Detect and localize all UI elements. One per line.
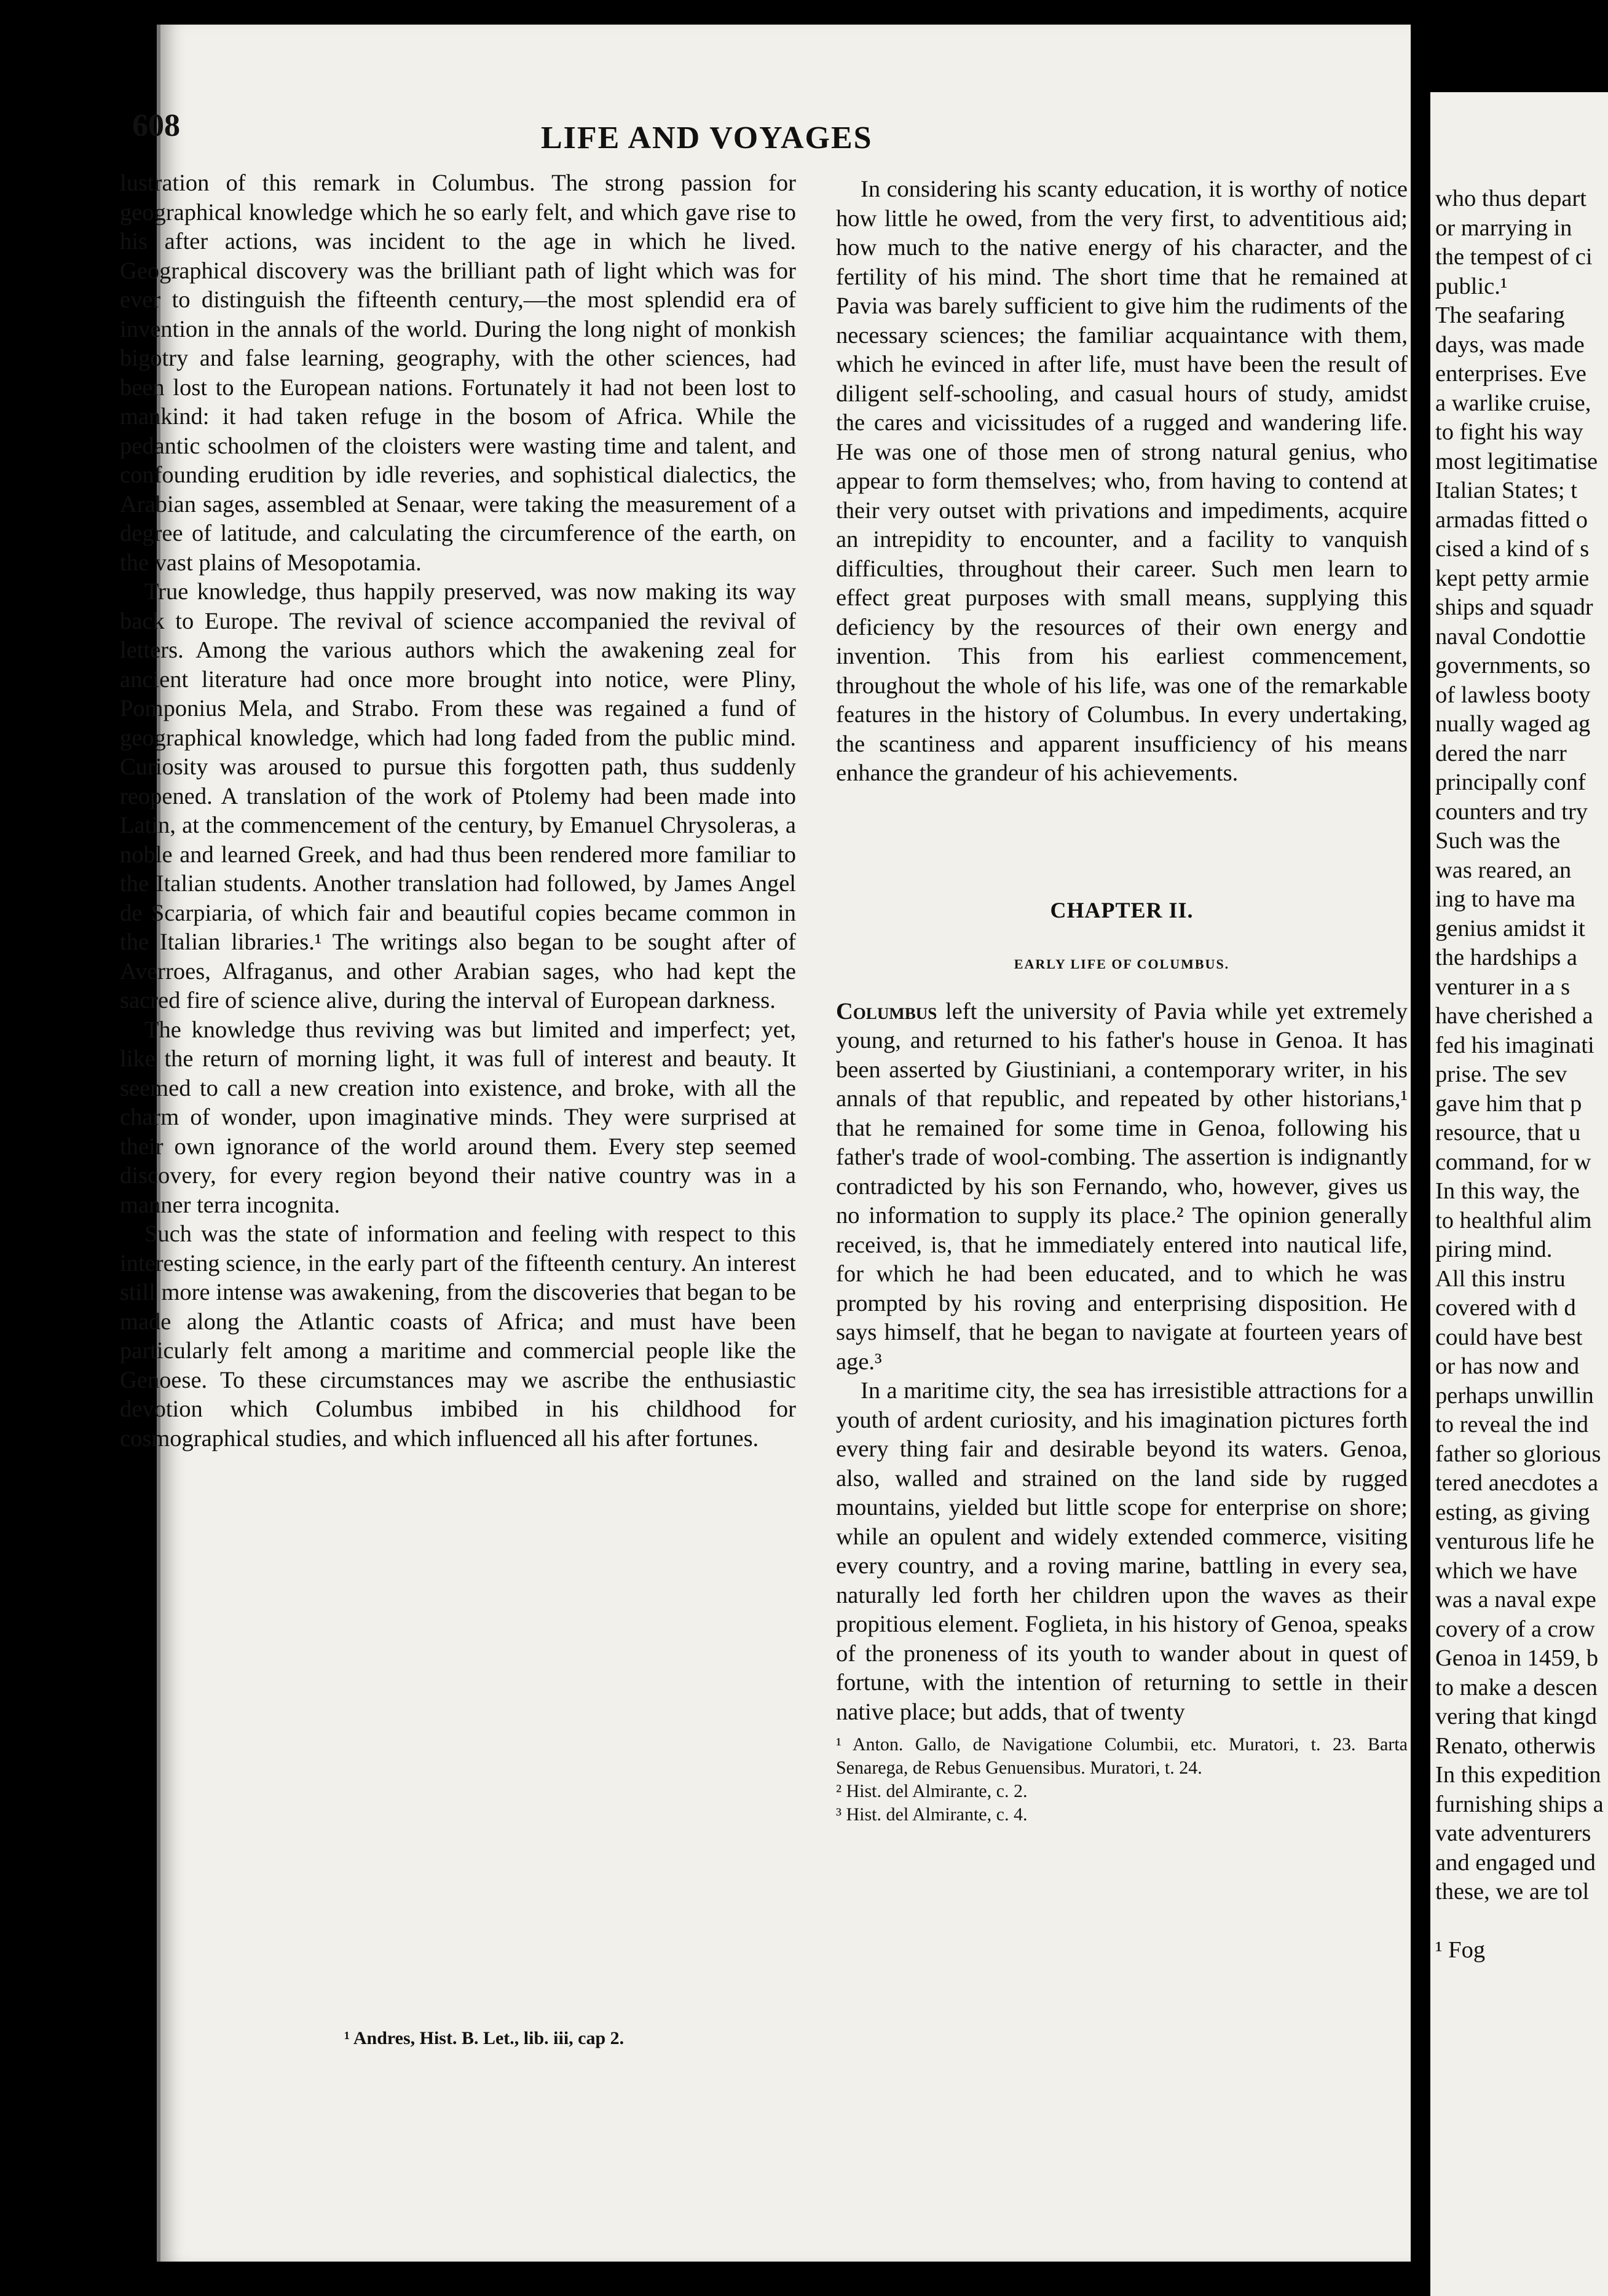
facing-page-line: of lawless booty: [1435, 682, 1591, 708]
facing-page-line: furnishing ships a: [1435, 1791, 1604, 1817]
facing-page-line: vering that kingd: [1435, 1704, 1598, 1729]
facing-page-line: to reveal the ind: [1435, 1412, 1589, 1437]
facing-page-line: venturous life he: [1435, 1528, 1594, 1554]
running-title: LIFE AND VOYAGES: [541, 120, 873, 155]
left-paragraph-2: True knowledge, thus happily preserved, was now making its way back to Europe. The revival of science accompanied the revival of letters. Among the various authors which the awakening zeal for ancient literature had once more brought into notice, were Pliny, Pomponius Mela, and Strabo. From these was regained a fund of geographical knowledge, which had long faded from the public mind. Curiosity was aroused to pursue this forgotten path, thus suddenly reopened. A translation of the work of Ptolemy had been made into Latin, at the commencement of the century, by Emanuel Chrysoleras, a noble and learned Greek, and had thus been rendered more familiar to the Italian students. Another translation had followed, by James Angel de Scarpiaria, of which fair and beautiful copies became common in the Italian libraries.¹ The writings also began to be sought after of Averroes, Alfraganus, and other Arabian sages, who had kept the sacred fire of science alive, during the interval of European darkness.: [120, 579, 796, 1013]
facing-page-line: armadas fitted o: [1435, 506, 1588, 533]
facing-page-line: which we have: [1435, 1557, 1577, 1584]
facing-page-line: piring mind.: [1435, 1236, 1553, 1262]
facing-page-line: perhaps unwillin: [1435, 1382, 1594, 1409]
facing-page-line: The seafaring: [1435, 302, 1565, 328]
facing-page-line: Such was the: [1435, 828, 1561, 854]
facing-page-line: All this instru: [1435, 1265, 1566, 1292]
facing-page-line: days, was made: [1435, 331, 1585, 358]
facing-page-line: most legitimatise: [1435, 448, 1598, 474]
facing-page-line: venturer in a s: [1435, 973, 1571, 1000]
facing-page-line: nually waged ag: [1435, 711, 1591, 737]
facing-page-line: the tempest of ci: [1435, 244, 1593, 270]
facing-page-text: [1435, 184, 1608, 1965]
right-footnotes: [836, 1733, 1408, 1826]
facing-page-line: enterprises. Eve: [1435, 361, 1586, 387]
facing-page-line: command, for w: [1435, 1149, 1591, 1175]
facing-page-line: tered anecdotes a: [1435, 1470, 1599, 1496]
facing-page-line: Italian States; t: [1435, 478, 1577, 503]
facing-page-line: a warlike cruise,: [1435, 390, 1591, 416]
facing-page-line: the hardships a: [1435, 945, 1577, 970]
facing-page-line: ¹ Fog: [1435, 1937, 1486, 1963]
left-footnote: ¹ Andres, Hist. B. Let., lib. iii, cap 2.: [344, 2028, 625, 2048]
facing-page-line: esting, as giving: [1435, 1499, 1590, 1525]
left-paragraph-1: lustration of this remark in Columbus. The strong passion for geographical knowledge which he so early felt, and which gave rise to his after actions, was incident to the age in which he lived. Geographical discovery was the brilliant path of light which was for ever to distinguish the fifteenth century,—the most splendid era of invention in the annals of the world. During the long night of monkish bigotry and false learning, geography, with the other sciences, had been lost to the European nations. Fortunately it had not been lost to mankind: it had taken refuge in the bosom of Africa. While the pedantic schoolmen of the cloisters were wasting time and talent, and confounding erudition by idle reveries, and sophistical dialectics, the Arabian sages, assembled at Senaar, were taking the measurement of a degree of latitude, and calculating the circumference of the earth, on the vast plains of Mesopotamia.: [120, 170, 796, 576]
right-column: [836, 175, 1408, 1826]
facing-page-line: principally conf: [1435, 769, 1586, 795]
left-column: [120, 169, 796, 1453]
chapter-subtitle: EARLY LIFE OF COLUMBUS.: [1014, 956, 1230, 972]
chapter-paragraph-2: In a maritime city, the sea has irresistible attractions for a youth of ardent curiosity, and his imagination pictures forth every thing fair and desirable beyond its waters. Genoa, also, walled and strained on the land side by rugged mountains, yielded but little scope for enterprise on shore; while an opulent and widely extended commerce, visiting every country, and a roving marine, battling in every sea, naturally led forth her children upon the waves as their propitious element. Foglieta, in his history of Genoa, speaks of the proneness of its youth to wander about in quest of fortune, with the intention of returning to settle in their native place; but adds, that of twenty: [836, 1378, 1408, 1725]
facing-page-line: [1435, 1907, 1608, 1936]
facing-page-line: these, we are tol: [1435, 1879, 1590, 1905]
facing-page-line: Renato, otherwis: [1435, 1732, 1596, 1759]
chapter-paragraph-1-text: left the university of Pavia while yet extremely young, and returned to his father's house in Genoa. It has been asserted by Giustiniani, a contemporary writer, in his annals of that republic, and repeated by other historians,¹ that he remained for some time in Genoa, following his father's trade of wool-combing. The assertion is indignantly contradicted by his son Fernando, who, however, gives us no information to supply its place.² The opinion generally received, is, that he immediately entered into nautical life, for which he had been educated, and to which he was prompted by his roving and enterprising disposition. He says himself, that he began to navigate at fourteen years of age.³: [836, 998, 1408, 1375]
right-footnote-2: ² Hist. del Almirante, c. 2.: [836, 1781, 1028, 1801]
facing-page-line: fed his imaginati: [1435, 1032, 1594, 1058]
facing-page-line: public.¹: [1435, 273, 1508, 299]
facing-page-line: counters and try: [1435, 798, 1588, 825]
facing-page-line: to fight his way: [1435, 419, 1583, 445]
right-paragraph-intro: In considering his scanty education, it is worthy of notice how little he owed, from the very first, to adventitious aid; how much to the native energy of his character, and the fertility of his mind. The short time that he remained at Pavia was barely sufficient to give him the rudiments of the necessary sciences; the familiar acquaintance with them, which he evinced in after life, must have been the result of diligent self-schooling, and casual hours of study, amidst the cares and vicissitudes of a rugged and wandering life. He was one of those men of strong natural genius, who appear to form themselves; who, from having to contend at their very outset with privations and impediments, acquire an intrepidity to encounter, and a facility to vanquish difficulties, throughout their career. Such men learn to effect great purposes with small means, supplying this deficiency by the resources of their own energy and invention. This from his earliest commencement, throughout the whole of his life, was one of the remarkable features in the history of Columbus. In every undertaking, the scantiness and apparent insufficiency of his means enhance the grandeur of his achievements.: [836, 176, 1408, 786]
facing-page-line: ing to have ma: [1435, 886, 1575, 912]
chapter-opening-word: Columbus: [836, 998, 937, 1024]
facing-page-line: father so glorious: [1435, 1441, 1601, 1467]
facing-page-line: who thus depart: [1435, 186, 1586, 211]
facing-page-line: was reared, an: [1435, 857, 1572, 883]
facing-page-line: kept petty armie: [1435, 565, 1590, 591]
facing-page-line: Genoa in 1459, b: [1435, 1645, 1599, 1671]
facing-page-line: covered with d: [1435, 1295, 1576, 1321]
facing-page-line: In this way, the: [1435, 1178, 1580, 1204]
page-gutter: [1411, 0, 1430, 2296]
facing-page-line: and engaged und: [1435, 1849, 1596, 1876]
facing-page-line: vate adventurers: [1435, 1820, 1591, 1846]
left-paragraph-4: Such was the state of information and feeling with respect to this interesting science, in the early part of the fifteenth century. An interest still more intense was awakening, from the discoveries that began to be made along the Atlantic coasts of Africa; and must have been particularly felt among a maritime and commercial people like the Genoese. To these circumstances may we ascribe the enthusiastic devotion which Columbus imbibed in his childhood for cosmographical studies, and which influenced all his after fortunes.: [120, 1221, 796, 1452]
facing-page-line: governments, so: [1435, 653, 1591, 678]
facing-page-line: could have best: [1435, 1324, 1583, 1350]
facing-page-line: dered the narr: [1435, 740, 1567, 766]
facing-page-line: covery of a crow: [1435, 1616, 1595, 1642]
facing-page-line: was a naval expe: [1435, 1587, 1596, 1613]
page-number: 608: [132, 108, 180, 143]
chapter-paragraph-1: [836, 997, 1408, 1377]
facing-page-line: genius amidst it: [1435, 915, 1585, 942]
facing-page-line: cised a kind of s: [1435, 536, 1590, 562]
right-footnote-3: ³ Hist. del Almirante, c. 4.: [836, 1804, 1028, 1825]
facing-page-line: or has now and: [1435, 1353, 1580, 1379]
facing-page-line: have cherished a: [1435, 1003, 1593, 1029]
facing-page-line: to make a descen: [1435, 1674, 1598, 1700]
facing-page-line: prise. The sev: [1435, 1061, 1567, 1087]
facing-page-line: ships and squadr: [1435, 594, 1593, 620]
right-footnote-1: ¹ Anton. Gallo, de Navigatione Columbii, etc. Muratori, t. 23. Barta Senarega, de Rebus Genuensibus. Muratori, t. 24.: [836, 1734, 1408, 1778]
facing-page-line: resource, that u: [1435, 1120, 1581, 1146]
facing-page-line: to healthful alim: [1435, 1207, 1592, 1233]
facing-page-line: or marrying in: [1435, 214, 1572, 241]
left-paragraph-3: The knowledge thus reviving was but limited and imperfect; yet, like the return of morning light, it was full of interest and beauty. It seemed to call a new creation into existence, and broke, with all the charm of wonder, upon imaginative minds. They were surprised at their own ignorance of the world around them. Every step seemed discovery, for every region beyond their native country was in a manner terra incognita.: [120, 1016, 796, 1218]
facing-page-line: gave him that p: [1435, 1090, 1582, 1117]
chapter-title: CHAPTER II.: [1050, 897, 1194, 922]
facing-page-line: naval Condottie: [1435, 623, 1586, 650]
facing-page-line: In this expedition: [1435, 1762, 1601, 1788]
